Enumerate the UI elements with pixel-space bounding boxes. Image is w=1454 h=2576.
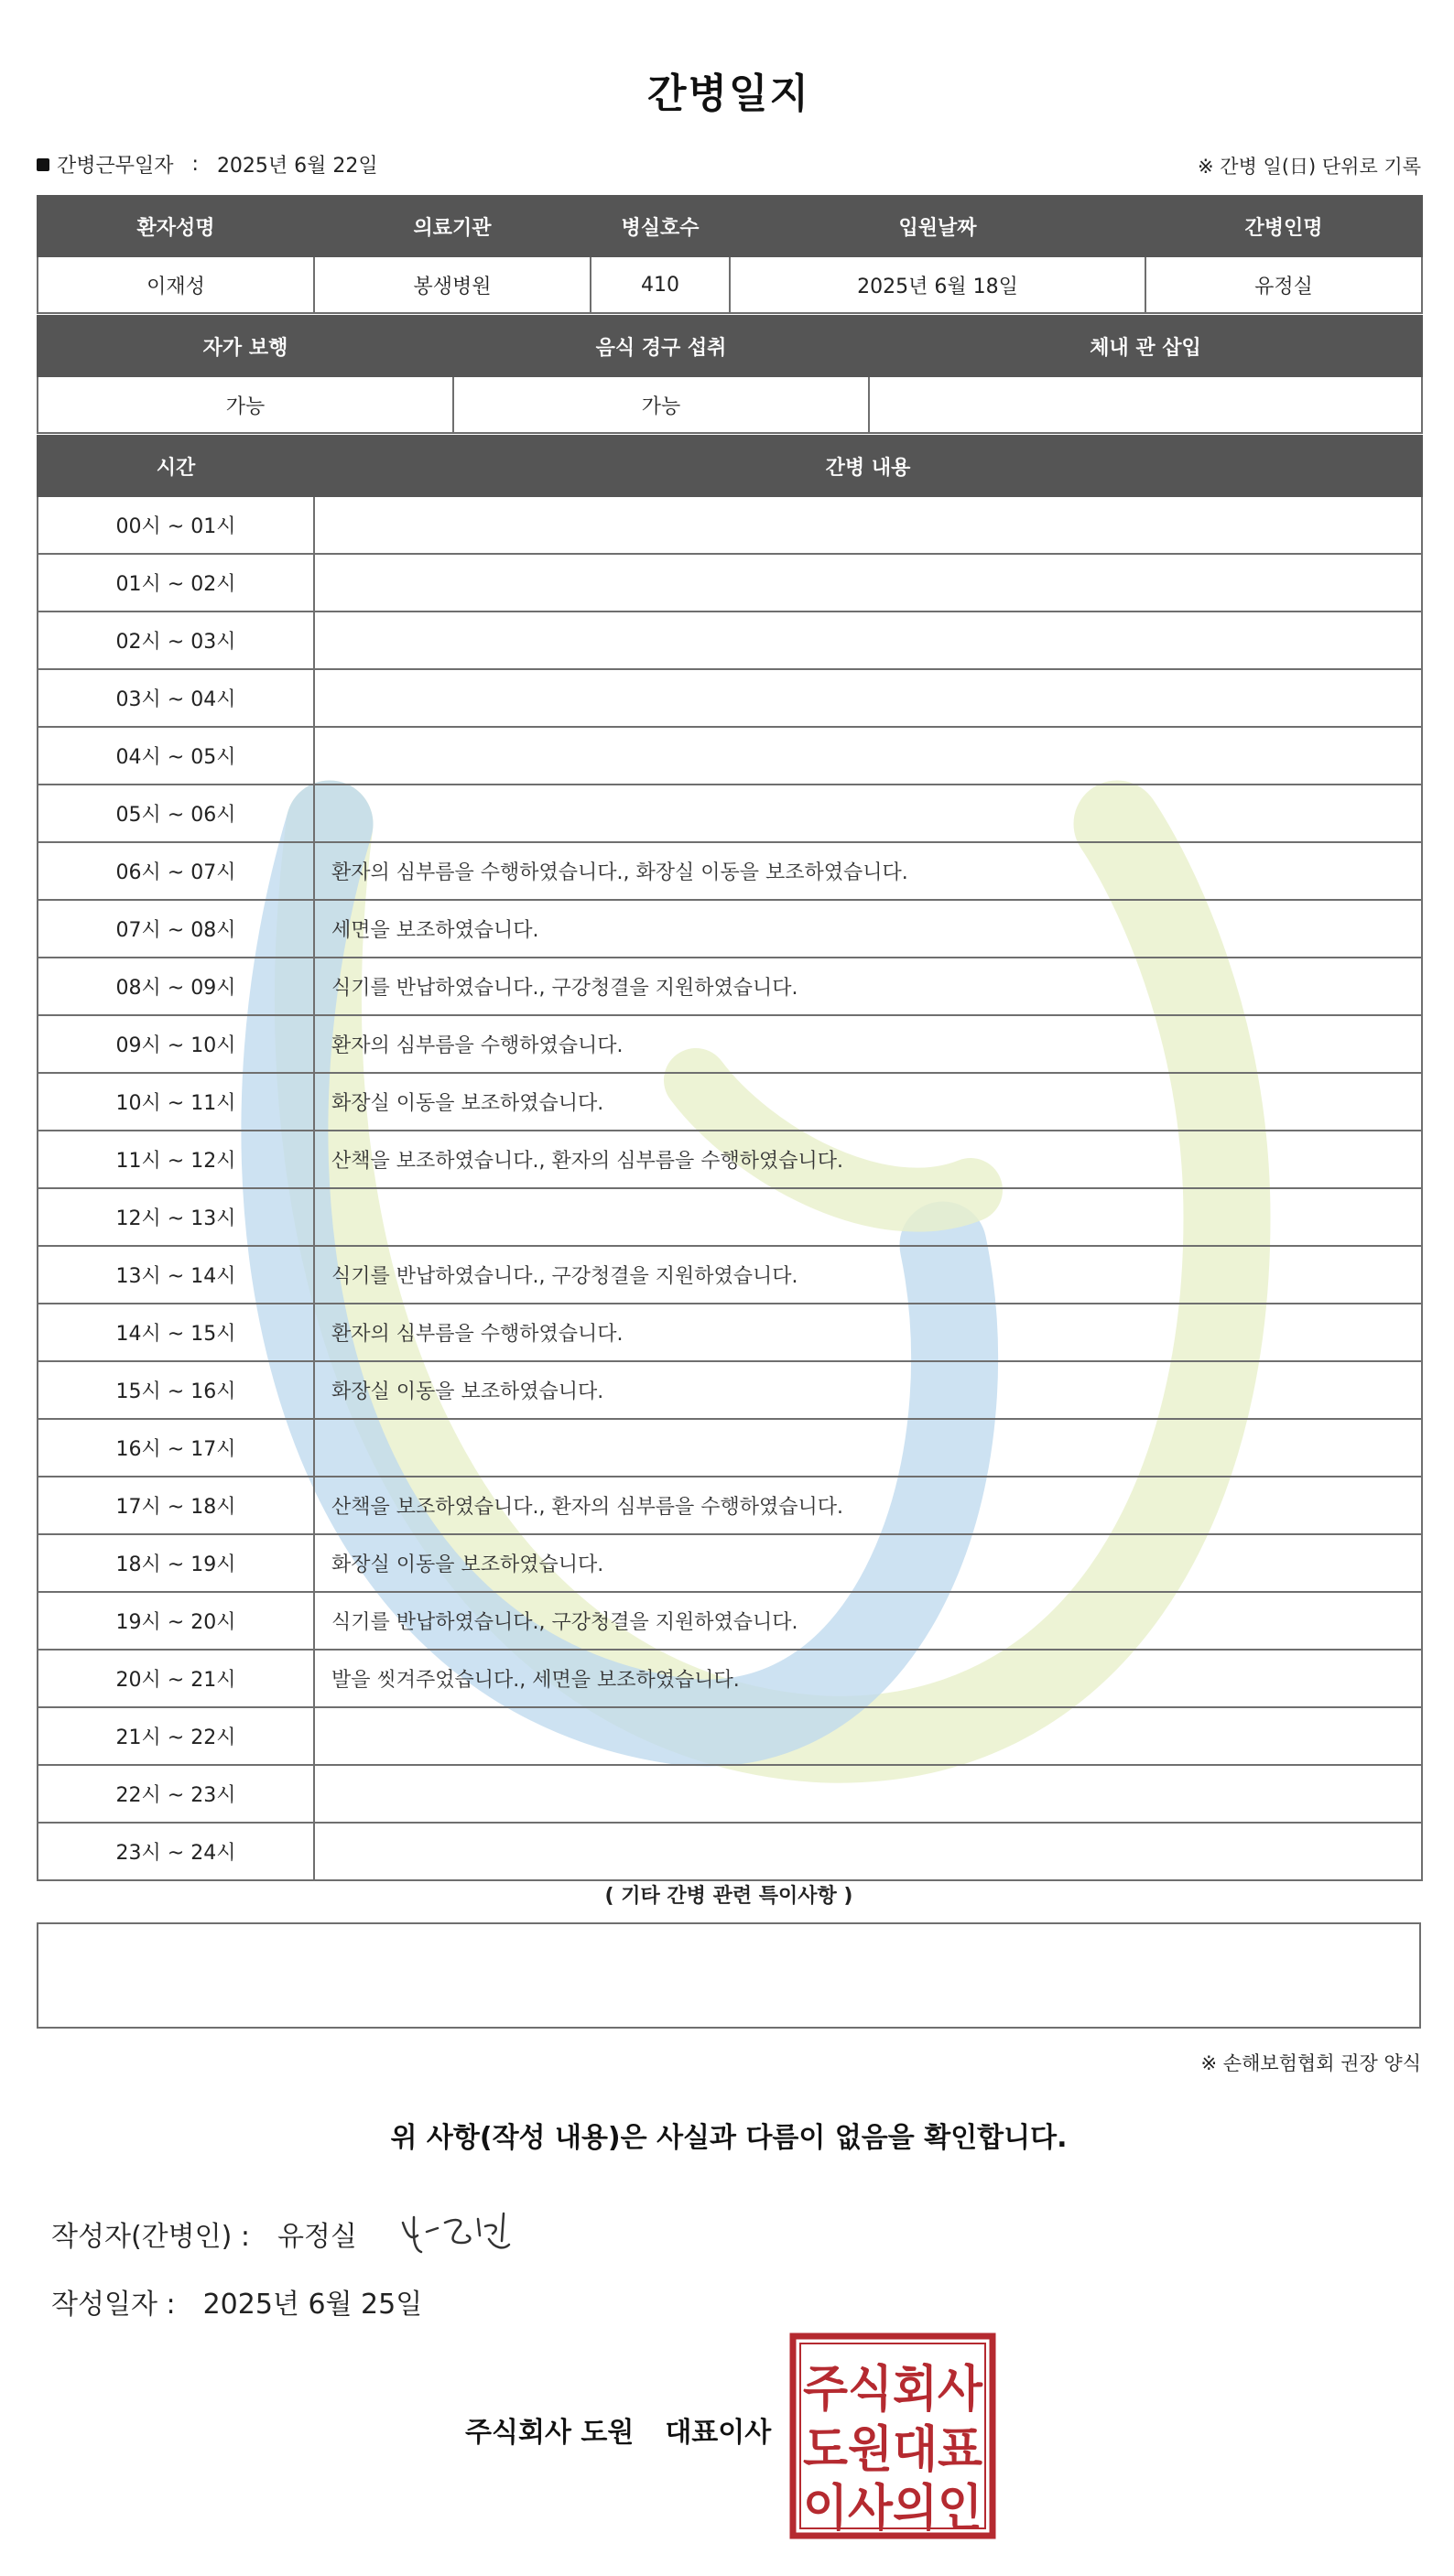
handwritten-signature: [394, 2195, 549, 2268]
log-time: 02시 ~ 03시: [38, 612, 314, 669]
care-log-table: [37, 435, 1423, 1881]
confirmation-statement: 위 사항(작성 내용)은 사실과 다름이 없음을 확인합니다.: [390, 2122, 1068, 2154]
recommended-form-note: ※ 손해보험협회 권장 양식: [1200, 2052, 1421, 2074]
notes-heading: ( 기타 간병 관련 특이사항 ): [604, 1885, 853, 1908]
table-row: [38, 612, 1422, 669]
log-time: 13시 ~ 14시: [38, 1246, 314, 1304]
page-title: 간병일지: [646, 70, 810, 117]
table-row: [38, 669, 1422, 727]
seal-text-line-3: 이사의인: [803, 2479, 982, 2537]
log-content: 산책을 보조하였습니다., 환자의 심부름을 수행하였습니다.: [314, 1131, 1422, 1188]
table-row: [38, 958, 1422, 1015]
written-date-line: [51, 2281, 422, 2322]
company-title: 대표이사: [665, 2417, 772, 2449]
patient-name: 이재성: [38, 256, 314, 313]
log-content: [314, 1188, 1422, 1246]
work-date-label: 간병근무일자: [57, 155, 174, 178]
log-time: 04시 ~ 05시: [38, 727, 314, 785]
header-walking: 자가 보행: [38, 316, 453, 376]
log-time: 22시 ~ 23시: [38, 1765, 314, 1823]
log-time: 14시 ~ 15시: [38, 1304, 314, 1361]
company-name: 주식회사 도원: [465, 2417, 635, 2449]
company-seal-stamp: [787, 2331, 998, 2541]
table-row: [38, 1304, 1422, 1361]
written-date-value: 2025년 6월 25일: [202, 2289, 423, 2321]
log-content: 세면을 보조하였습니다.: [314, 900, 1422, 958]
table-row: [38, 496, 1422, 554]
table-row: [38, 900, 1422, 958]
table-row: [38, 1188, 1422, 1246]
header-patient-name: 환자성명: [38, 196, 314, 256]
tube-value: [869, 376, 1422, 433]
table-row: [38, 1534, 1422, 1592]
log-time: 09시 ~ 10시: [38, 1015, 314, 1073]
log-content: [314, 496, 1422, 554]
log-content: 환자의 심부름을 수행하였습니다.: [314, 1304, 1422, 1361]
writer-label: 작성자(간병인) :: [51, 2221, 250, 2253]
table-row: [38, 727, 1422, 785]
log-time: 06시 ~ 07시: [38, 842, 314, 900]
log-content: [314, 1765, 1422, 1823]
table-row: [38, 842, 1422, 900]
log-time: 05시 ~ 06시: [38, 785, 314, 842]
log-content: 산책을 보조하였습니다., 환자의 심부름을 수행하였습니다.: [314, 1477, 1422, 1534]
log-time: 01시 ~ 02시: [38, 554, 314, 612]
log-content: 식기를 반납하였습니다., 구강청결을 지원하였습니다.: [314, 1592, 1422, 1650]
log-time: 00시 ~ 01시: [38, 496, 314, 554]
header-tube: 체내 관 삽입: [869, 316, 1422, 376]
header-room: 병실호수: [591, 196, 730, 256]
log-content: 화장실 이동을 보조하였습니다.: [314, 1534, 1422, 1592]
table-row: [38, 1707, 1422, 1765]
table-row: [38, 785, 1422, 842]
patient-status-table: [37, 315, 1423, 434]
log-content: 식기를 반납하였습니다., 구강청결을 지원하였습니다.: [314, 958, 1422, 1015]
table-row: [38, 1015, 1422, 1073]
bullet-square-icon: [37, 158, 49, 171]
table-row: [38, 1131, 1422, 1188]
table-row: [38, 1246, 1422, 1304]
log-content: [314, 785, 1422, 842]
log-time: 21시 ~ 22시: [38, 1707, 314, 1765]
log-time: 16시 ~ 17시: [38, 1419, 314, 1477]
log-content: [314, 1823, 1422, 1880]
work-date: [37, 150, 378, 179]
oral-intake-value: 가능: [453, 376, 869, 433]
company-signature-line: [465, 2409, 771, 2450]
writer-name: 유정실: [277, 2221, 357, 2253]
header-care-content: 간병 내용: [314, 436, 1422, 496]
writer-line: [51, 2213, 357, 2254]
seal-text-line-2: 도원대표: [803, 2420, 982, 2478]
table-row: [38, 1650, 1422, 1707]
log-content: 환자의 심부름을 수행하였습니다., 화장실 이동을 보조하였습니다.: [314, 842, 1422, 900]
patient-info-table: [37, 195, 1423, 314]
log-time: 19시 ~ 20시: [38, 1592, 314, 1650]
table-row: [38, 1823, 1422, 1880]
table-row: [38, 1765, 1422, 1823]
table-row: [38, 1073, 1422, 1131]
caregiver-name: 유정실: [1145, 256, 1422, 313]
log-time: 10시 ~ 11시: [38, 1073, 314, 1131]
seal-text-line-1: 주식회사: [803, 2360, 983, 2418]
daily-record-note: ※ 간병 일(日) 단위로 기록: [1198, 156, 1421, 178]
log-time: 23시 ~ 24시: [38, 1823, 314, 1880]
header-oral-intake: 음식 경구 섭취: [453, 316, 869, 376]
log-time: 17시 ~ 18시: [38, 1477, 314, 1534]
log-content: 화장실 이동을 보조하였습니다.: [314, 1073, 1422, 1131]
work-date-separator: :: [191, 153, 199, 176]
log-content: [314, 612, 1422, 669]
log-content: 환자의 심부름을 수행하였습니다.: [314, 1015, 1422, 1073]
header-time: 시간: [38, 436, 314, 496]
walking-value: 가능: [38, 376, 453, 433]
table-row: [38, 1477, 1422, 1534]
table-row: [38, 554, 1422, 612]
header-admission-date: 입원날짜: [730, 196, 1145, 256]
log-time: 03시 ~ 04시: [38, 669, 314, 727]
work-date-value: 2025년 6월 22일: [216, 155, 378, 178]
log-content: 식기를 반납하였습니다., 구강청결을 지원하였습니다.: [314, 1246, 1422, 1304]
header-hospital: 의료기관: [314, 196, 591, 256]
notes-box: [37, 1922, 1421, 2029]
room-number: 410: [591, 256, 730, 313]
log-content: [314, 554, 1422, 612]
log-time: 11시 ~ 12시: [38, 1131, 314, 1188]
table-row: [38, 1592, 1422, 1650]
log-time: 18시 ~ 19시: [38, 1534, 314, 1592]
log-content: 화장실 이동을 보조하였습니다.: [314, 1361, 1422, 1419]
log-content: [314, 1707, 1422, 1765]
table-row: [38, 1419, 1422, 1477]
admission-date: 2025년 6월 18일: [730, 256, 1145, 313]
log-time: 20시 ~ 21시: [38, 1650, 314, 1707]
log-time: 07시 ~ 08시: [38, 900, 314, 958]
table-row: [38, 1361, 1422, 1419]
log-time: 15시 ~ 16시: [38, 1361, 314, 1419]
log-time: 12시 ~ 13시: [38, 1188, 314, 1246]
log-content: [314, 727, 1422, 785]
log-content: [314, 1419, 1422, 1477]
hospital: 봉생병원: [314, 256, 591, 313]
log-time: 08시 ~ 09시: [38, 958, 314, 1015]
header-caregiver: 간병인명: [1145, 196, 1422, 256]
log-content: [314, 669, 1422, 727]
written-date-label: 작성일자 :: [51, 2289, 176, 2321]
log-content: 발을 씻겨주었습니다., 세면을 보조하였습니다.: [314, 1650, 1422, 1707]
